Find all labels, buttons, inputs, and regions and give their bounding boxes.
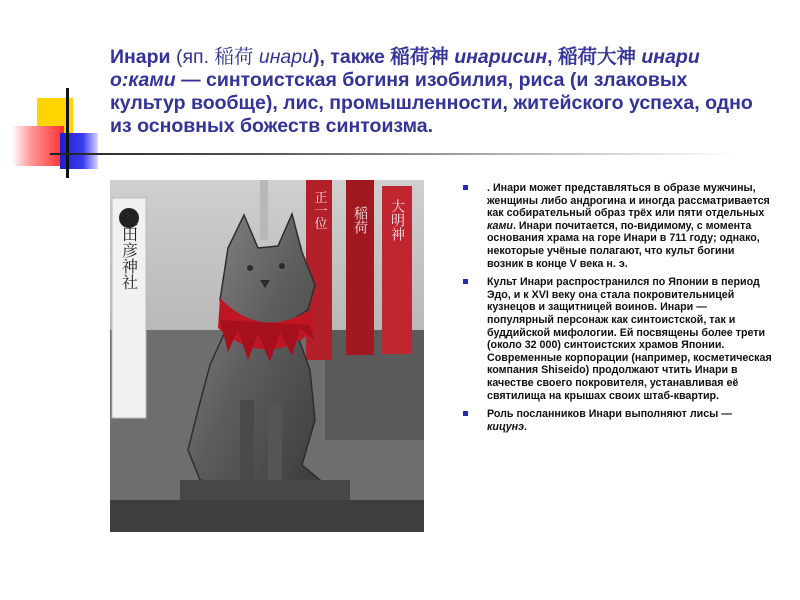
description-list xyxy=(463,182,773,439)
list-item xyxy=(463,408,773,433)
title-jp-prefix: (яп. 稲荷 xyxy=(170,46,259,68)
title-reading-3: инари о:ками xyxy=(110,46,700,91)
title-reading-2: инарисин xyxy=(454,46,548,68)
bullet-icon xyxy=(463,279,468,284)
bullet-3-text-2: . xyxy=(524,420,527,433)
right-banner-3: 大明神 xyxy=(389,199,405,241)
decor-vertical-line xyxy=(66,88,69,178)
right-banner-1: 正一位 xyxy=(311,190,327,230)
title-divider xyxy=(50,153,740,155)
right-banner-2: 稲荷 xyxy=(352,206,368,234)
title-also: ), также 稲荷神 xyxy=(312,46,455,68)
decor-red-square xyxy=(12,126,64,166)
bullet-3-text: Роль посланников Инари выполняют лисы — xyxy=(487,408,732,421)
title-term: Инари xyxy=(110,46,171,68)
list-item xyxy=(463,276,773,402)
bullet-1-text: . Инари может представляться в образе мужчины, женщины либо андрогина и иногда рассматривается как собирательный образ трёх или пяти отдельных xyxy=(487,182,770,220)
slide-title xyxy=(110,46,760,138)
list-item xyxy=(463,182,773,270)
title-reading: инари xyxy=(258,46,313,68)
left-banner-text: 猿田彦神社 xyxy=(119,210,139,290)
bullet-1-em: ками xyxy=(487,219,513,232)
title-definition: — синтоистская богиня изобилия, риса (и злаковых культур вообще), лис, промышленности, житейского успеха, одно из основных божеств синтоизма. xyxy=(110,69,753,137)
title-jp-2: , 稲荷大神 xyxy=(547,46,642,68)
fox-statue-photo xyxy=(110,180,424,532)
bullet-icon xyxy=(463,185,468,190)
bullet-icon xyxy=(463,411,468,416)
bullet-2-text: Культ Инари распространился по Японии в период Эдо, и к XVI веку она стала покровительницей кузнецов и защитницей воинов. Инари — популярный персонаж как синтоистской, так и буддийской мифологии. Ей посвящены более трети (около 32 000) синтоистских храмов Японии. Современные корпорации (например, косметическая компания Shiseido) продолжают чтить Инари в качестве своего покровителя, устанавливая её святилища на крышах своих штаб-квартир. xyxy=(487,276,772,402)
bullet-1-text-2: . Инари почитается, по-видимому, с момента основания храма на горе Инари в 711 году; однако, некоторые учёные полагают, что культ богини возник в конце V века н. э. xyxy=(487,219,760,270)
bullet-3-em: кицунэ xyxy=(487,420,525,433)
